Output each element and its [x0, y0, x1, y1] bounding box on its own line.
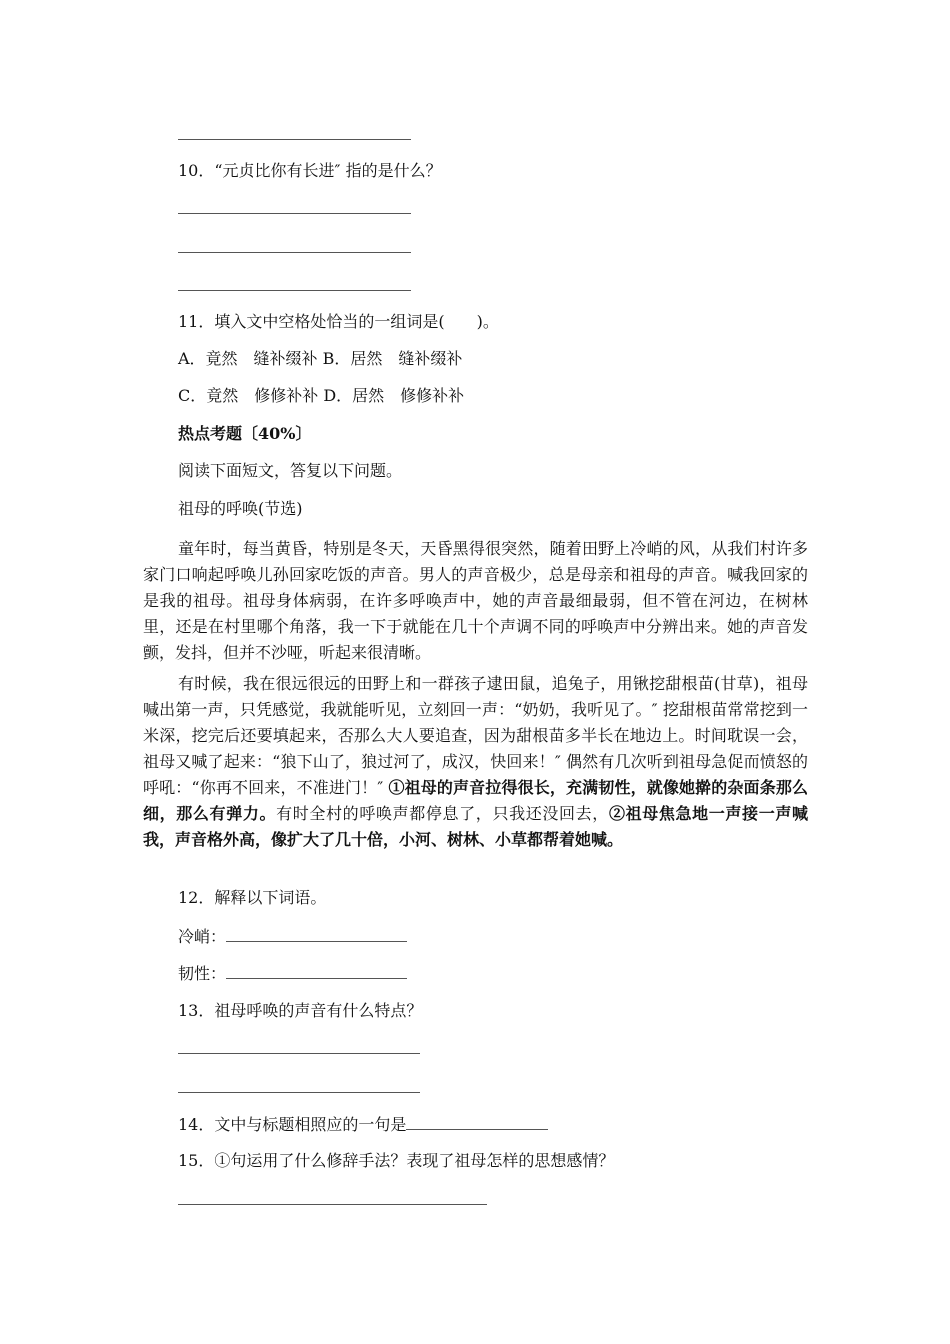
sentence-1-bold: ①祖母的声音拉得很长，充满韧性，就像她擀的杂面条那么细，那么有弹力。: [143, 778, 808, 823]
answer-line: [178, 1204, 487, 1205]
answer-line: [178, 1092, 420, 1093]
answer-line: [178, 139, 411, 140]
question-15: 15．①句运用了什么修辞手法？表现了祖母怎样的思想感情？: [178, 1151, 615, 1170]
term-label: 冷峭：: [178, 927, 227, 946]
passage-paragraph-2: [143, 671, 808, 853]
answer-line: [178, 1053, 420, 1054]
reading-instruction: 阅读下面短文，答复以下问题。: [178, 461, 403, 480]
sentence-2-bold: ②祖母焦急地一声接一声喊我，声音格外高，像扩大了几十倍，小河、树林、小草都帮着她喊。: [143, 804, 808, 849]
answer-line: [178, 252, 411, 253]
question-14: [178, 1113, 548, 1136]
question-13: 13．祖母呼唤的声音有什么特点？: [178, 1001, 423, 1020]
answer-line: [178, 213, 411, 214]
answer-blank: [226, 962, 407, 979]
section-heading: 热点考题〔40%〕: [178, 424, 312, 443]
passage-title: 祖母的呼唤(节选): [178, 499, 303, 518]
answer-blank: [406, 1113, 548, 1130]
question-11-options-cd: C．竟然 修修补补 D．居然 修修补补: [178, 386, 465, 405]
passage-text: 有时全村的呼唤声都停息了，只我还没回去，: [276, 804, 609, 823]
answer-blank: [226, 925, 407, 942]
passage-text: 有时候，我在很远很远的田野上和一群孩子逮田鼠，追兔子，用锹挖甜根苗(甘草)，祖母喊出第一声，只凭感觉，我就能听见，立刻回一声：“奶奶，我听见了。″ 挖甜根苗常常挖到一米深，挖完后还要填起来，否那么大人要追查，因为甜根苗多半长在地边上。时间耽误一会，祖母又喊了起来：“狼下山了，狼过河了，成汉，快回来！″ 偶然有几次听到祖母急促而愤怒的呼吼：“你再不回来，不准进门！″: [143, 674, 808, 797]
answer-line: [178, 290, 411, 291]
question-14-text: 14．文中与标题相照应的一句是: [178, 1115, 407, 1134]
passage-paragraph-1: 童年时，每当黄昏，特别是冬天，天昏黑得很突然，随着田野上冷峭的风，从我们村许多家门口响起呼唤儿孙回家吃饭的声音。男人的声音极少，总是母亲和祖母的声音。喊我回家的是我的祖母。祖母身体病弱，在许多呼唤声中，她的声音最细最弱，但不管在河边，在树林里，还是在村里哪个角落，我一下于就能在几十个声调不同的呼唤声中分辨出来。她的声音发颤，发抖，但并不沙哑，听起来很清晰。: [143, 539, 808, 662]
question-12-term-1: [178, 925, 407, 948]
question-11-options-ab: A．竟然 缝补缀补 B．居然 缝补缀补: [178, 349, 463, 368]
question-12-term-2: [178, 962, 407, 985]
question-11: 11．填入文中空格处恰当的一组词是( )。: [178, 312, 499, 331]
question-10: 10．“元贞比你有长进″ 指的是什么？: [178, 161, 442, 180]
question-12: 12．解释以下词语。: [178, 888, 327, 907]
term-label: 韧性：: [178, 964, 227, 983]
